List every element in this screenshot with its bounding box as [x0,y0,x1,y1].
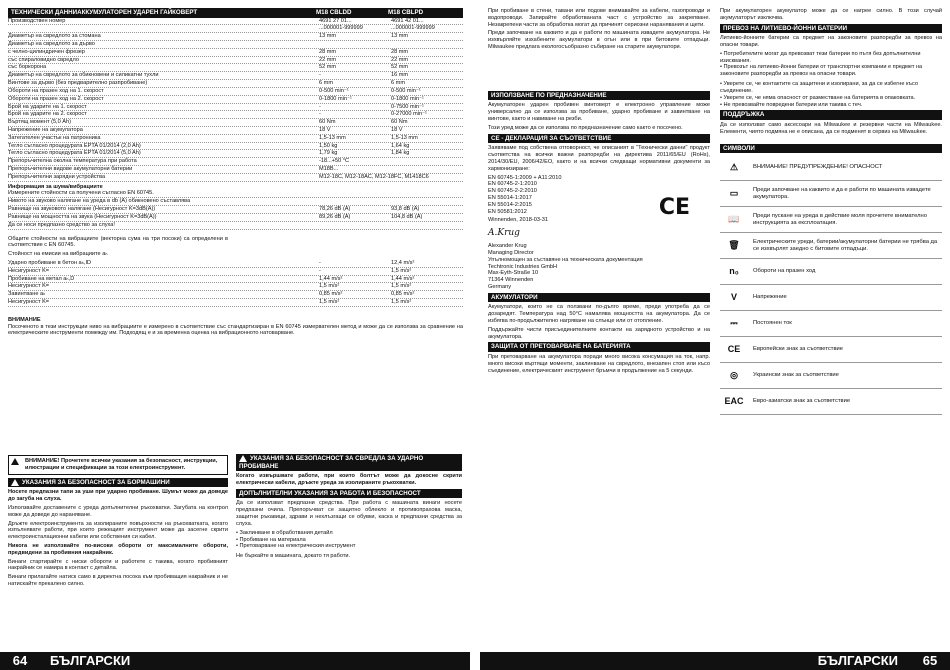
transport-text: Литиево-йонните батерии са предмет на законовите разпоредби за превоз на опасни товари. [720,35,942,48]
symbol-text: Европейски знак за съответствие [753,346,844,353]
safety-text-5: Винаги стартирайте с ниски обороти и работете с такива, когато пробивният накрайник се намира в контакт с детайла. [8,558,228,572]
row-label: Затегателен участък на патронника [8,134,101,141]
row-value [319,198,391,205]
row-value: 89,26 dB (A) [319,213,351,220]
row-value: M18B... [319,166,339,172]
symbol-row [720,311,942,337]
symbol-text: ВНИМАНИЕ! ПРЕДУПРЕЖДЕНИЕ! ОПАСНОСТ [753,164,883,171]
row-label: Обороти на празен ход на 1. скорост [8,87,104,94]
weee-bin-icon: 🗑 [728,240,740,251]
table-row [8,119,463,127]
row-value [319,41,391,48]
row-value: 0-7500 min⁻¹ [391,103,424,110]
lower-left-col-2 [236,452,462,647]
row-value: 0,85 m/s² [319,291,343,298]
battery-remove-icon: ▭ [729,188,739,199]
row-value: M12-18C, M12-18AC, M12-18FC, M1418C6 [319,173,429,180]
row-label: Да се носи предпазно средство за слуха! [8,221,115,228]
list-item: • Потребителите могат да превозват тези батерии по пътя без допълнителни изисквания. [720,51,942,65]
list-item: • Уверете се, че контактите са защитени и изолирани, за да се избегне късо съединение. [720,81,942,95]
symbol-row [720,389,942,415]
list-item: • Уверете се, че няма опасност от разместване на батерията в опаковката. [720,95,942,102]
row-value: 1,44 m/s² [391,275,415,282]
dc-icon: ⎓ [730,318,738,329]
list-item: • Превозът на литиево-йонни батерии от транспортни компании е предмет на законовите разпоредби за превоз на опасни товари. [720,64,942,78]
row-value: 28 mm [391,48,409,55]
symbol-text: Постоянен ток [753,320,792,327]
row-value: 1,44 m/s² [319,275,343,282]
symbol-row [720,363,942,389]
addl-header: ДОПЪЛНИТЕЛНИ УКАЗАНИЯ ЗА РАБОТА И БЕЗОПАСНОСТ [236,489,462,499]
row-value: 52 mm [391,64,409,71]
row-label: Диаметър на свредлото за обикновени и силикатни тухли [8,72,159,79]
acc-text: Акумулатори, които не са ползвани по-дълго време, преди употреба да се дозаредят. Температура над 50°C намалява мощността на акумулатора. Да се избягва по-продължително нагряване на слънце или от отопление. [488,304,710,325]
row-value: 18 V [319,126,331,133]
table-row [8,135,463,143]
row-value: 52 mm [319,64,337,71]
row-value: 0-500 min⁻¹ [391,87,421,94]
protect-text: При претоварване на акумулатора поради много висока консумация на ток, напр. много високи въртящи моменти, заклинване на свредлото, внезапен стоп или късо съединение, електрическият инструмент бръмчи в продължение на 5 секунди. [488,354,710,374]
table-row [8,260,463,268]
list-item: • Заклинване в обработвания детайл [236,530,462,537]
row-label: Диаметър на свредлото за дърво [8,41,95,47]
addl-text: Да се използват предпазни средства. При работа с машината винаги носете предпазни очила. Препоръчват се защитно облекло и противопрахова маска, защитни ръкавици, здрави и нехлъзгащи се обувки, каска и предпазни средства за слуха. [236,500,462,527]
footer-right [480,652,950,670]
table-row [8,143,463,151]
ce-norm: EN 60745-2-2:2010 [488,188,537,195]
table-row [8,96,463,104]
warning-icon [239,455,247,462]
table-row [8,80,463,88]
ce-company: Germany [488,284,512,291]
language-label: БЪЛГАРСКИ [817,653,898,669]
table-row [8,41,463,49]
model-1: M18 CBLDD [316,9,352,16]
row-label: с челно-цилиндричен фрезер [8,48,85,55]
protect-header: ЗАЩИТА ОТ ПРЕТОВАРВАНЕ НА БАТЕРИЯТА [488,342,710,352]
transport-list [720,51,942,78]
language-label: БЪЛГАРСКИ [50,653,131,669]
row-label: Завинтване aₕ [8,291,46,298]
row-label: Брой на ударите на 1. скорост [8,103,87,110]
safety-text-4: Никога не използвайте по-високи обороти от максималните обороти, предвидени за пробивния накрайник. [8,543,228,556]
row-value: 0-27000 min⁻¹ [391,111,427,118]
row-value: 12,4 m/s² [391,259,415,266]
page-number: 64 [12,653,28,669]
symbol-row [720,285,942,311]
table-row [8,49,463,57]
symbol-row [720,233,942,259]
vib-sub: Стойност на емисии на вибрациите aₕ [8,251,108,258]
table-row [8,206,463,214]
row-value: 1,5 m/s² [391,299,412,305]
read-manual-icon: 📖 [728,214,740,225]
row-value: 16 mm [391,72,409,79]
row-value: 1,5 m/s² [319,299,340,305]
symbols-header: СИМВОЛИ [720,144,942,154]
table-row [8,64,463,72]
safety-text-6: Винаги прилагайте натиск само в директна посока към пробиващия накрайник и не натискайте прекалено силно. [8,574,228,588]
table-row [8,276,463,284]
row-label: Равнище на мощността на звука (Несигурност K=3dB(A)) [8,213,157,220]
tech-data-header [8,8,463,18]
row-label: Несигурност K= [8,299,50,305]
row-value: 13 mm [391,33,409,40]
ce-header: CE - ДЕКЛАРАЦИЯ ЗА СЪОТВЕТСТВИЕ [488,134,710,144]
voltage-icon: V [730,292,737,303]
symbol-text: Обороти на празен ход [753,268,816,275]
addl-list [236,530,462,550]
table-row [8,283,463,291]
row-value: - [319,267,321,274]
row-label: Производствен номер [8,17,66,24]
row-value: - [319,259,321,266]
row-value: 4691 27 01... [319,17,352,24]
row-value [391,222,463,229]
ce-mark-icon: CE [658,195,690,221]
row-value: 1,64 kg [391,142,410,149]
ce-norm: EN 55014-1:2017 [488,194,532,201]
table-row [8,25,463,33]
symbol-row [720,259,942,285]
acc-header: АКУМУЛАТОРИ [488,293,710,303]
list-item: • Претоварване на електрическия инструмент [236,543,462,550]
row-label: Обороти на празен ход на 2. скорост [8,95,104,102]
row-label: Несигурност K= [8,267,50,274]
ua-mark-icon: ◎ [730,370,738,381]
row-value: 0-1800 min⁻¹ [391,95,424,102]
row-value: 104,8 dB (A) [391,213,423,220]
table-row [8,88,463,96]
safety-text-1: Носете предпазни тапи за уши при ударно пробиване. Шумът може да доведе до загуба на слуха. [8,489,228,503]
table-row [8,111,463,119]
row-value: 13 mm [319,33,337,40]
acc-text-2: Поддържайте чисти присъединителните контакти на зарядното устройство и на акумулатора. [488,326,710,340]
footer-left [0,652,470,670]
symbol-text: Напрежение [753,294,787,301]
page-number: 65 [922,653,938,669]
symbol-row [720,181,942,207]
row-value [391,190,463,197]
ce-name: Alexander Krug [488,243,527,250]
row-value: 0,85 m/s² [391,291,415,298]
row-value: 0-1800 min⁻¹ [319,95,352,102]
ce-block [488,175,710,244]
dust-text: Когато извършвате работи, при които болтът може да докосне скрити електрически кабели, дръжте уреда за изолираните ръкохватки. [236,473,462,487]
table-row [8,150,463,158]
symbols-list [720,155,942,415]
row-value: 6 mm [319,80,333,87]
right-col-1 [488,8,710,648]
row-label: Винтове за дърво (без предварително разпробиване) [8,80,148,87]
transport-list-2 [720,81,942,108]
usage-text: Акумулаторен ударен пробивен винтоверт е електронно управление може универсално да се използва за пробиване, ударно пробиване и завинтване на винтове, както и навиване на резби. [488,102,710,123]
row-value: - [319,72,321,79]
lower-left-col-1 [8,452,228,647]
ce-norm: EN 60745-1:2009 + A11:2010 [488,174,562,181]
dust-header [236,454,462,471]
row-value: ...000001-999999 [391,25,435,32]
row-label: Брой на ударите на 2. скорост [8,111,87,118]
row-value [391,198,463,205]
ce-company: Techtronic Industries GmbH [488,263,558,270]
row-label: Препоръчителни видове акумулаторни батерии [8,166,133,172]
row-value: 78,26 dB (A) [319,206,351,213]
ce-norm: EN 50581:2012 [488,208,527,215]
ce-norm: EN 55014-2:2015 [488,201,532,208]
table-row [8,268,463,276]
col1-text-2: Преди започване на каквито и да е работи по машината извадете акумулатора. Не изхвърляйте изхабените акумулатори в огън или в при битовите отпадъци. Milwaukee предлага екологосъобразно събиране на старите акумулатори. [488,30,710,51]
row-value: 28 mm [319,48,337,55]
row-value: 1,79 kg [319,150,338,157]
safety-text-2: Използвайте доставените с уреда допълнителни ръкохватки. Загубата на контрол може да доведе до нараняване. [8,504,228,518]
row-value: 1,50 kg [319,142,338,149]
usage-text-2: Този уред може да се използва по предназначение само както е посочено. [488,124,683,131]
ce-auth: Упълномощен за съставяне на техническата документация [488,256,643,263]
table-row [8,158,463,166]
row-label: Несигурност K= [8,283,50,290]
row-label: Ударно пробиване в бетон aₕ,ID [8,259,92,266]
list-item: • Пробиване на материала [236,537,462,544]
row-value: 60 Nm [391,119,408,126]
row-label: Тегло съгласно процедурата EPTA 01/2014 (2,0 Ah) [8,142,141,149]
table-row [8,174,463,182]
row-value: - [319,103,321,110]
row-label: Препоръчителни зарядни устройства [8,173,106,180]
row-value: -18...+50 °C [319,158,350,165]
warning-icon [11,458,19,465]
symbol-text: Електрическите уреди, батерии/акумулаторни батерии не трябва да се изхвърлят заедно с битовите отпадъци. [753,238,938,252]
row-label: Измерените стойности са получени съгласно EN 60745. [8,190,154,197]
row-value: ...000001-999999 [319,25,363,32]
safety-header-text: УКАЗАНИЯ ЗА БЕЗОПАСНОСТ ЗА БОРМАШИНИ [22,478,170,486]
warning-icon: ⚠ [729,162,739,173]
row-value: 1,5 m/s² [319,283,340,290]
row-value [391,158,463,165]
table-row [8,166,463,174]
ce-text: Заявяваме под собствена отговорност, че описаният в "Технически данни" продукт съответства на всички важни разпоредби на директива 2011/65/EU (RoHs), 2014/30/EU, 2006/42/EO, както и на всички следващи нормативни документи за хармонизиране: [488,145,710,172]
vnimanie-title: ВНИМАНИЕ [8,316,41,323]
table-row [8,190,463,198]
row-label: Пробиване на метал aₕ,D [8,275,75,282]
ce-norms [488,175,659,244]
row-value [391,41,463,48]
row-value: 6 mm [391,80,405,87]
safety-header [8,478,228,488]
table-row [8,214,463,222]
row-value: 0-500 min⁻¹ [319,87,349,94]
right-col-2 [720,8,942,648]
row-label: Нивото на звуково налягане на уреда в db (A) обикновено съставлява [8,198,191,205]
symbol-text: Преди започване на каквито и да е работи по машината извадете акумулатора. [753,186,931,200]
symbol-text: Преди пускане на уреда в действие моля прочетете внимателно инструкцията за експлоатация. [753,212,927,226]
ce-company: Max-Eyth-Straße 10 [488,270,539,277]
row-label: Въртящ момент (5,0 Ah) [8,119,71,126]
support-header: ПОДДРЪЖКА [720,110,942,120]
n0-icon: n₀ [729,266,739,277]
signature: A.Krug [488,228,520,239]
table-row [8,72,463,80]
table-row [8,18,463,26]
row-value: 4691 42 01... [391,17,424,24]
row-value: - [319,111,321,118]
row-label: Тегло съгласно процедурата EPTA 01/2014 (5,0 Ah) [8,150,141,157]
row-value: 1,5-13 mm [319,134,346,141]
row-value: 18 V [391,126,403,133]
table-row [8,291,463,299]
vib-rows [8,260,463,307]
list-item: • Не превозвайте повредени батерии или такива с теч. [720,102,942,109]
tech-rows [8,18,463,182]
row-value: 93,8 dB (A) [391,206,420,213]
noise-rows [8,190,463,229]
row-value: 60 Nm [319,119,336,126]
col1-text: При пробиване в стени, тавани или подове внимавайте за кабели, газопроводи и водопроводи. Запирайте обработваната част с устройство за закрепване. Незакрепени части за обработка могат да причинят сериозни наранявания и щети. [488,8,710,28]
row-value [319,222,391,229]
ce-company: 71364 Winnenden [488,277,534,284]
row-label: Равнище на звуковото налягане (Несигурност K=3dB(A)) [8,206,156,213]
row-label: със боркорона [8,64,47,71]
table-row [8,299,463,307]
tech-data-section [8,8,463,339]
model-2: M18 CBLPD [388,9,424,16]
table-row [8,33,463,41]
usage-header: ИЗПОЛЗВАНЕ ПО ПРЕДНАЗНАЧЕНИЕ [488,91,710,101]
row-label: Препоръчителна околна температура при работа [8,158,137,165]
symbol-row [720,337,942,363]
row-label: Диаметър на свредлото за стомана [8,33,101,40]
row-value: 1,84 kg [391,150,410,157]
table-row [8,198,463,206]
tech-data-title: ТЕХНИЧЕСКИ ДАННИАККУМУЛАТОРЕН УДАРЕН ГАЙКОВЕРТ [11,9,198,16]
row-value [391,174,463,181]
ce-mark-icon: CE [727,344,741,355]
support-text: Да се използват само аксесоари на Milwaukee и резервни части на Milwaukee. Елементи, чиято подмяна не е описана, да се подменят в сервиз на Milwaukee. [720,121,942,135]
vib-intro: Общите стойности на вибрациите (векторна сума на три посоки) са определени в съответствие с EN 60745. [8,235,228,249]
symbol-text: Евро-азиатски знак за съответствие [753,398,851,405]
vnimanie-text: Посоченото в тези инструкции ниво на вибрациите е измерено в съответствие със стандартизиран в EN 60745 измервателен метод и може да се използва за сравнение на електрическите инструменти помежду им. Подходящ е и за временна оценка на вибрационното натоварване. [8,323,463,337]
ce-place: Winnenden, 2018-03-31 [488,217,549,224]
ce-role: Managing Director [488,249,534,256]
row-value: 22 mm [319,56,337,63]
table-row [8,222,463,230]
transport-header: ПРЕВОЗ НА ЛИТИЕВО-ЙОННИ БАТЕРИИ [720,24,942,34]
safety-text-3: Дръжте електроинструмента за изолираните повърхности на ръкохватката, когато изпълнявате работи, при които режещият инструмент може да засегне скрити електроинсталационни кабели или собствения си кабел. [8,520,228,541]
symbol-row [720,155,942,181]
col3-text: При акумулаторен акумулатор може да се нагрее силно. В този случай акумулаторът изключва. [720,8,942,21]
table-row [8,57,463,65]
symbol-row [720,207,942,233]
addl-text-2: Не бъркайте в машината, докато тя работи. [236,553,351,560]
row-label: Напрежение на акумулатора [8,126,83,133]
row-label: със спираловидно свредло [8,56,79,63]
warning-icon [11,479,19,486]
ce-norm: EN 60745-2-1:2010 [488,181,537,188]
row-value: 1,5 m/s² [391,283,412,290]
row-value: 22 mm [391,56,409,63]
row-value: 1,5 m/s² [391,267,412,274]
row-value: 1,5-13 mm [391,134,418,141]
left-page [0,0,470,670]
row-label [8,25,319,32]
table-row [8,127,463,135]
right-page [480,0,950,670]
symbol-text: Украински знак за съответствие [753,372,839,379]
noise-title: Информация за шума/вибрациите [8,183,103,190]
dust-header-text: УКАЗАНИЯ ЗА БЕЗОПАСНОСТ ЗА СВРЕДЛА ЗА УДАРНО ПРОБИВАНЕ [239,455,424,470]
row-value [391,166,463,173]
row-value [319,190,391,197]
warning-text: ВНИМАНИЕ! Прочетете всички указания за безопасност, инструкции, илюстрации и спецификации за този електроинструмент. [25,458,218,471]
warning-box [8,455,228,475]
eac-mark-icon: EAC [724,396,744,407]
